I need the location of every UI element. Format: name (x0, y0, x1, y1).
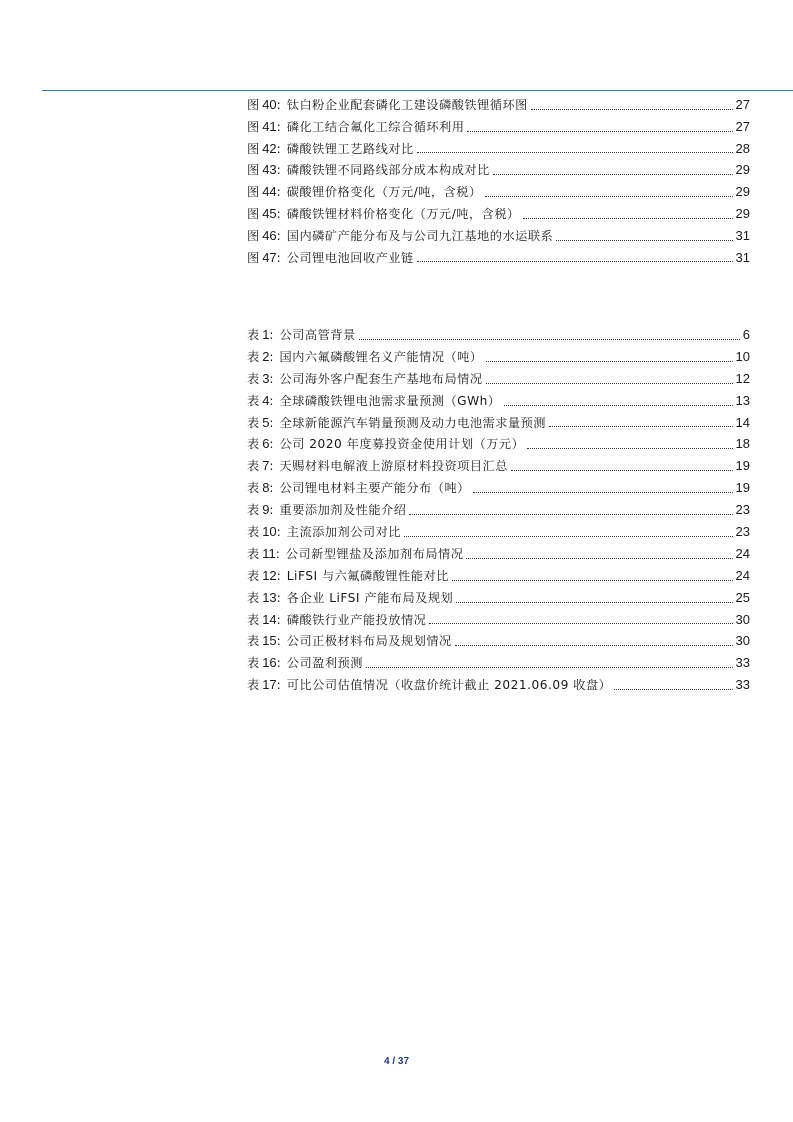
toc-entry-number: 1 (262, 327, 270, 342)
toc-entry-number: 40 (262, 97, 277, 112)
toc-entry-number: 8 (262, 480, 270, 496)
toc-entry[interactable]: 表 13 : 各企业 LiFSI 产能布局及规划 25 (247, 587, 750, 609)
toc-entry-page: 28 (735, 140, 750, 156)
toc-entry-page: 29 (735, 162, 750, 178)
toc-entry-prefix: 表 (247, 481, 260, 496)
toc-entry[interactable]: 表 10 : 主流添加剂公司对比 23 (247, 521, 750, 543)
toc-entry-prefix: 图 (247, 98, 260, 112)
toc-entry-number: 3 (262, 370, 270, 386)
toc-entry-title: 公司盈利预测 (286, 656, 363, 671)
toc-leader-dots (467, 130, 732, 132)
toc-entry-prefix: 图 (247, 206, 260, 221)
toc-entry-title: 重要添加剂及性能介绍 (279, 503, 407, 518)
toc-leader-dots (359, 338, 740, 340)
toc-entry-number: 12 (262, 567, 277, 583)
toc-leader-dots (429, 622, 732, 624)
toc-entry-number: 13 (262, 589, 277, 605)
toc-leader-dots (531, 108, 733, 110)
toc-entry[interactable]: 图 41 : 磷化工结合氟化工综合循环利用 27 (247, 116, 750, 138)
toc-entry-number: 4 (262, 392, 270, 408)
toc-entry-number: 45 (262, 205, 277, 221)
toc-entry-title: 全球磷酸铁锂电池需求量预测（GWh） (279, 393, 501, 408)
toc-entry-number: 11 (262, 545, 276, 561)
toc-entry-prefix: 图 (247, 228, 260, 243)
toc-entry-title: 磷酸铁锂不同路线部分成本构成对比 (286, 163, 490, 178)
toc-entry[interactable]: 表 16 : 公司盈利预测 33 (247, 652, 750, 674)
toc-entry-page: 18 (735, 436, 750, 452)
toc-entry-page: 27 (735, 118, 750, 134)
toc-entry-page: 10 (735, 348, 750, 364)
toc-entry-prefix: 表 (247, 503, 260, 518)
toc-entry-prefix: 表 (247, 656, 260, 671)
toc-leader-dots (409, 513, 732, 515)
toc-entry-title: 公司锂电池回收产业链 (286, 250, 414, 265)
toc-entry[interactable]: 表 3 : 公司海外客户配套生产基地布局情况 12 (247, 368, 750, 390)
toc-entry-prefix: 表 (247, 437, 260, 452)
toc-entry-page: 19 (735, 480, 750, 496)
toc-entry[interactable]: 图 42 : 磷酸铁锂工艺路线对比 28 (247, 138, 750, 160)
toc-entry-prefix: 表 (247, 590, 260, 605)
toc-leader-dots (455, 644, 733, 646)
toc-entry-number: 44 (262, 184, 277, 200)
toc-entry[interactable]: 表 9 : 重要添加剂及性能介绍 23 (247, 499, 750, 521)
toc-entry[interactable]: 图 45 : 磷酸铁锂材料价格变化（万元/吨，含税） 29 (247, 203, 750, 225)
toc-leader-dots (366, 666, 733, 668)
toc-entry-title: 磷酸铁锂工艺路线对比 (286, 141, 414, 156)
toc-entry-page: 24 (735, 567, 750, 583)
toc-entry[interactable]: 图 47 : 公司锂电池回收产业链 31 (247, 247, 750, 269)
toc-entry-page: 30 (735, 611, 750, 627)
toc-entry[interactable]: 表 1 : 公司高管背景 6 (247, 324, 750, 346)
header-rule (42, 90, 793, 91)
toc-entry[interactable]: 图 44 : 碳酸锂价格变化（万元/吨，含税） 29 (247, 181, 750, 203)
toc-leader-dots (493, 173, 733, 175)
toc-entry-prefix: 表 (247, 415, 260, 430)
toc-entry-page: 31 (735, 227, 750, 243)
toc-entry-title: 公司高管背景 (279, 328, 356, 342)
toc-entry-prefix: 表 (247, 393, 260, 408)
toc-entry-title: 钛白粉企业配套磷化工建设磷酸铁锂循环图 (286, 98, 528, 112)
toc-leader-dots (473, 491, 733, 493)
toc-entry[interactable]: 表 15 : 公司正极材料布局及规划情况 30 (247, 630, 750, 652)
toc-entry[interactable]: 图 40 : 钛白粉企业配套磷化工建设磷酸铁锂循环图 27 (247, 94, 750, 116)
toc-entry-prefix: 表 (247, 546, 260, 561)
toc-leader-dots (417, 151, 733, 153)
toc-entry-title: 国内六氟磷酸锂名义产能情况（吨） (279, 349, 483, 364)
toc-entry-page: 29 (735, 205, 750, 221)
toc-entry-title: LiFSI 与六氟磷酸锂性能对比 (286, 568, 449, 583)
toc-entry[interactable]: 表 14 : 磷酸铁行业产能投放情况 30 (247, 609, 750, 631)
toc-leader-dots (456, 601, 732, 603)
toc-leader-dots (504, 404, 733, 406)
toc-entry-page: 14 (735, 414, 750, 430)
toc-entry-prefix: 表 (247, 568, 260, 583)
toc-entry-page: 23 (735, 524, 750, 540)
page-indicator: 4 / 37 (383, 1056, 410, 1067)
toc-entry-number: 16 (262, 655, 277, 671)
toc-entry[interactable]: 表 5 : 全球新能源汽车销量预测及动力电池需求量预测 14 (247, 412, 750, 434)
toc-entry[interactable]: 表 7 : 天赐材料电解液上游原材料投资项目汇总 19 (247, 455, 750, 477)
toc-entry-page: 6 (742, 327, 750, 342)
toc-entry-number: 43 (262, 162, 277, 178)
toc-entry-number: 14 (262, 611, 277, 627)
toc-entry-number: 9 (262, 502, 270, 518)
toc-entry-prefix: 表 (247, 678, 260, 693)
toc-entry-title: 国内磷矿产能分布及与公司九江基地的水运联系 (286, 228, 554, 243)
toc-entry[interactable]: 表 4 : 全球磷酸铁锂电池需求量预测（GWh） 13 (247, 390, 750, 412)
toc-entry[interactable]: 图 46 : 国内磷矿产能分布及与公司九江基地的水运联系 31 (247, 225, 750, 247)
tables-toc-list (247, 324, 750, 696)
toc-entry-page: 19 (735, 458, 750, 474)
toc-leader-dots (527, 447, 732, 449)
toc-entry-title: 公司海外客户配套生产基地布局情况 (279, 371, 483, 386)
toc-leader-dots (485, 195, 733, 197)
toc-entry-number: 10 (262, 524, 277, 540)
toc-entry-prefix: 表 (247, 371, 260, 386)
toc-entry-page: 25 (735, 589, 750, 605)
toc-entry[interactable]: 表 12 : LiFSI 与六氟磷酸锂性能对比 24 (247, 565, 750, 587)
toc-leader-dots (404, 535, 733, 537)
toc-entry-number: 5 (262, 414, 270, 430)
toc-entry-title: 公司正极材料布局及规划情况 (286, 634, 452, 649)
toc-entry-number: 15 (262, 633, 277, 649)
toc-entry-page: 33 (735, 677, 750, 693)
toc-entry[interactable]: 表 11 : 公司新型锂盐及添加剂布局情况 24 (247, 543, 750, 565)
toc-entry-prefix: 图 (247, 250, 260, 265)
toc-entry-prefix: 表 (247, 612, 260, 627)
toc-entry-page: 33 (735, 655, 750, 671)
toc-entry-page: 29 (735, 184, 750, 200)
toc-entry-prefix: 表 (247, 459, 260, 474)
toc-entry-title: 公司 2020 年度募投资金使用计划（万元） (279, 437, 525, 452)
toc-leader-dots (614, 688, 732, 690)
toc-entry-prefix: 图 (247, 163, 260, 178)
toc-leader-dots (511, 469, 733, 471)
toc-entry-prefix: 表 (247, 328, 260, 342)
toc-entry-prefix: 表 (247, 349, 260, 364)
toc-entry-title: 磷化工结合氟化工综合循环利用 (286, 119, 465, 134)
toc-entry[interactable]: 图 43 : 磷酸铁锂不同路线部分成本构成对比 29 (247, 159, 750, 181)
toc-entry-title: 公司锂电材料主要产能分布（吨） (279, 481, 470, 496)
toc-entry-title: 磷酸铁行业产能投放情况 (286, 612, 427, 627)
toc-entry-number: 42 (262, 140, 277, 156)
toc-entry-prefix: 表 (247, 634, 260, 649)
toc-entry-number: 7 (262, 458, 270, 474)
toc-entry-number: 2 (262, 348, 270, 364)
toc-leader-dots (549, 425, 733, 427)
toc-entry-prefix: 图 (247, 141, 260, 156)
toc-entry-title: 全球新能源汽车销量预测及动力电池需求量预测 (279, 415, 546, 430)
toc-entry-page: 30 (735, 633, 750, 649)
toc-entry[interactable]: 表 6 : 公司 2020 年度募投资金使用计划（万元） 18 (247, 433, 750, 455)
toc-entry-number: 17 (262, 677, 277, 693)
toc-entry-number: 41 (262, 118, 277, 134)
toc-leader-dots (452, 579, 733, 581)
toc-entry-title: 可比公司估值情况（收盘价统计截止 2021.06.09 收盘） (286, 678, 612, 693)
toc-entry-number: 46 (262, 227, 277, 243)
figures-toc-list (247, 94, 750, 268)
toc-entry-number: 6 (262, 436, 270, 452)
toc-entry-number: 47 (262, 249, 277, 265)
toc-entry-title: 磷酸铁锂材料价格变化（万元/吨，含税） (286, 206, 520, 221)
toc-entry[interactable]: 表 17 : 可比公司估值情况（收盘价统计截止 2021.06.09 收盘） 33 (247, 674, 750, 696)
toc-entry-prefix: 图 (247, 119, 260, 134)
toc-entry-title: 天赐材料电解液上游原材料投资项目汇总 (279, 459, 508, 474)
toc-entry-page: 24 (735, 545, 750, 561)
toc-entry-title: 碳酸锂价格变化（万元/吨，含税） (286, 185, 482, 200)
toc-entry-title: 各企业 LiFSI 产能布局及规划 (286, 590, 454, 605)
toc-entry-page: 13 (735, 392, 750, 408)
toc-leader-dots (417, 260, 733, 262)
toc-leader-dots (486, 360, 733, 362)
toc-leader-dots (486, 382, 733, 384)
toc-leader-dots (523, 217, 733, 219)
toc-entry[interactable]: 表 8 : 公司锂电材料主要产能分布（吨） 19 (247, 477, 750, 499)
toc-entry-page: 31 (735, 249, 750, 265)
toc-entry[interactable]: 表 2 : 国内六氟磷酸锂名义产能情况（吨） 10 (247, 346, 750, 368)
toc-entry-title: 公司新型锂盐及添加剂布局情况 (285, 546, 464, 561)
toc-entry-title: 主流添加剂公司对比 (286, 525, 401, 540)
toc-entry-page: 12 (735, 370, 750, 386)
toc-entry-prefix: 表 (247, 525, 260, 540)
toc-leader-dots (466, 557, 732, 559)
toc-entry-page: 23 (735, 502, 750, 518)
toc-leader-dots (556, 239, 732, 241)
toc-entry-prefix: 图 (247, 185, 260, 200)
toc-entry-page: 27 (735, 97, 750, 112)
